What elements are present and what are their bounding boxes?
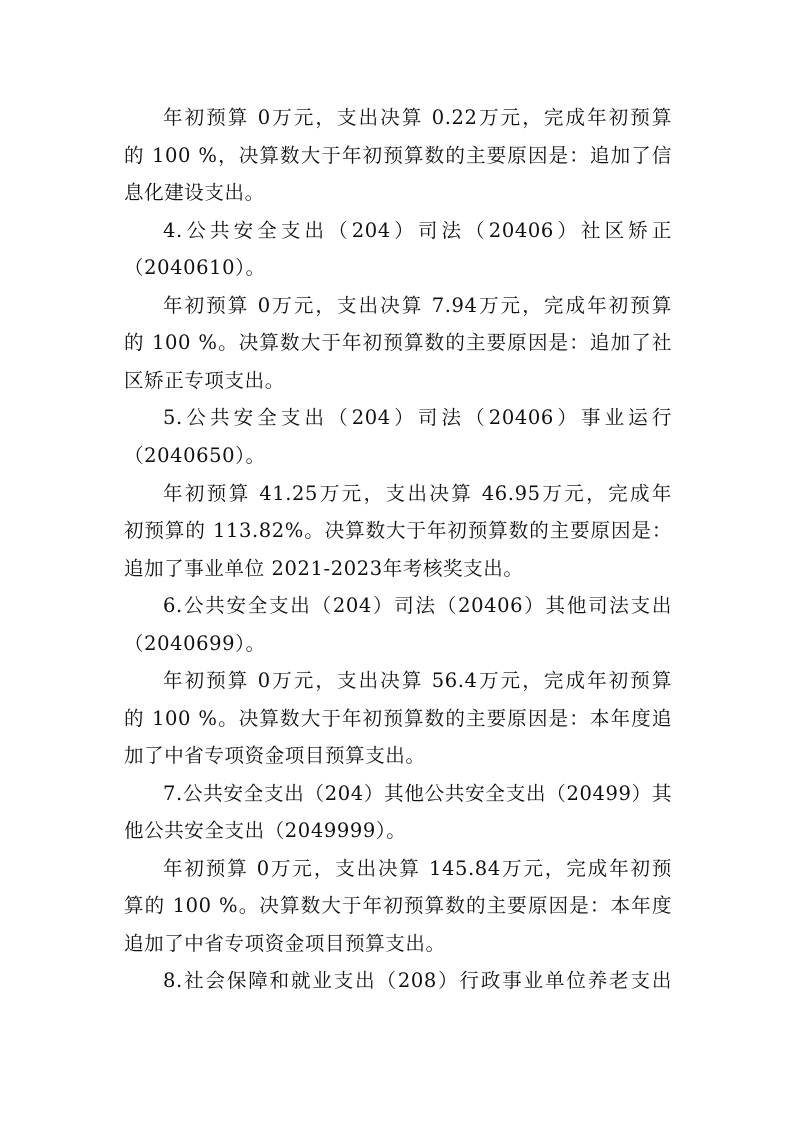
paragraph-line: 追加了中省专项资金项目预算支出。 xyxy=(124,932,446,955)
paragraph-line: 年初预算 41.25万元，支出决算 46.95万元，完成年 xyxy=(163,482,672,505)
paragraph-line: 算的 100 %。决算数大于年初预算数的主要原因是：本年度 xyxy=(124,894,672,917)
paragraph-line: 年初预算 0万元，支出决算 56.4万元，完成年初预算 xyxy=(163,669,672,692)
paragraph-line: 息化建设支出。 xyxy=(124,181,265,204)
section-heading: 6.公共安全支出（204）司法（20406）其他司法支出 xyxy=(163,594,672,617)
section-heading: （2040650）。 xyxy=(124,444,266,467)
paragraph-line: 年初预算 0万元，支出决算 7.94万元，完成年初预算 xyxy=(163,294,672,317)
paragraph-line: 的 100 %。决算数大于年初预算数的主要原因是：追加了社 xyxy=(124,331,672,354)
paragraph-line: 追加了事业单位 2021-2023年考核奖支出。 xyxy=(124,557,524,580)
paragraph-line: 年初预算 0万元，支出决算 0.22万元，完成年初预算 xyxy=(163,106,672,129)
section-heading: 4.公共安全支出（204）司法（20406）社区矫正 xyxy=(163,219,672,242)
section-heading: （2040699）。 xyxy=(124,632,266,655)
paragraph-line: 的 100 %，决算数大于年初预算数的主要原因是：追加了信 xyxy=(124,144,672,167)
paragraph-line: 加了中省专项资金项目预算支出。 xyxy=(124,744,426,767)
section-heading: 他公共安全支出（2049999）。 xyxy=(124,819,407,842)
section-heading: （2040610）。 xyxy=(124,256,266,279)
paragraph-line: 初预算的 113.82%。决算数大于年初预算数的主要原因是： xyxy=(124,519,672,542)
section-heading: 7.公共安全支出（204）其他公共安全支出（20499）其 xyxy=(163,782,672,805)
paragraph-line: 年初预算 0万元，支出决算 145.84万元，完成年初预 xyxy=(163,857,672,880)
section-heading: 5.公共安全支出（204）司法（20406）事业运行 xyxy=(163,406,672,429)
paragraph-line: 区矫正专项支出。 xyxy=(124,369,285,392)
paragraph-line: 的 100 %。决算数大于年初预算数的主要原因是：本年度追 xyxy=(124,707,672,730)
section-heading: 8.社会保障和就业支出（208）行政事业单位养老支出 xyxy=(163,969,672,992)
